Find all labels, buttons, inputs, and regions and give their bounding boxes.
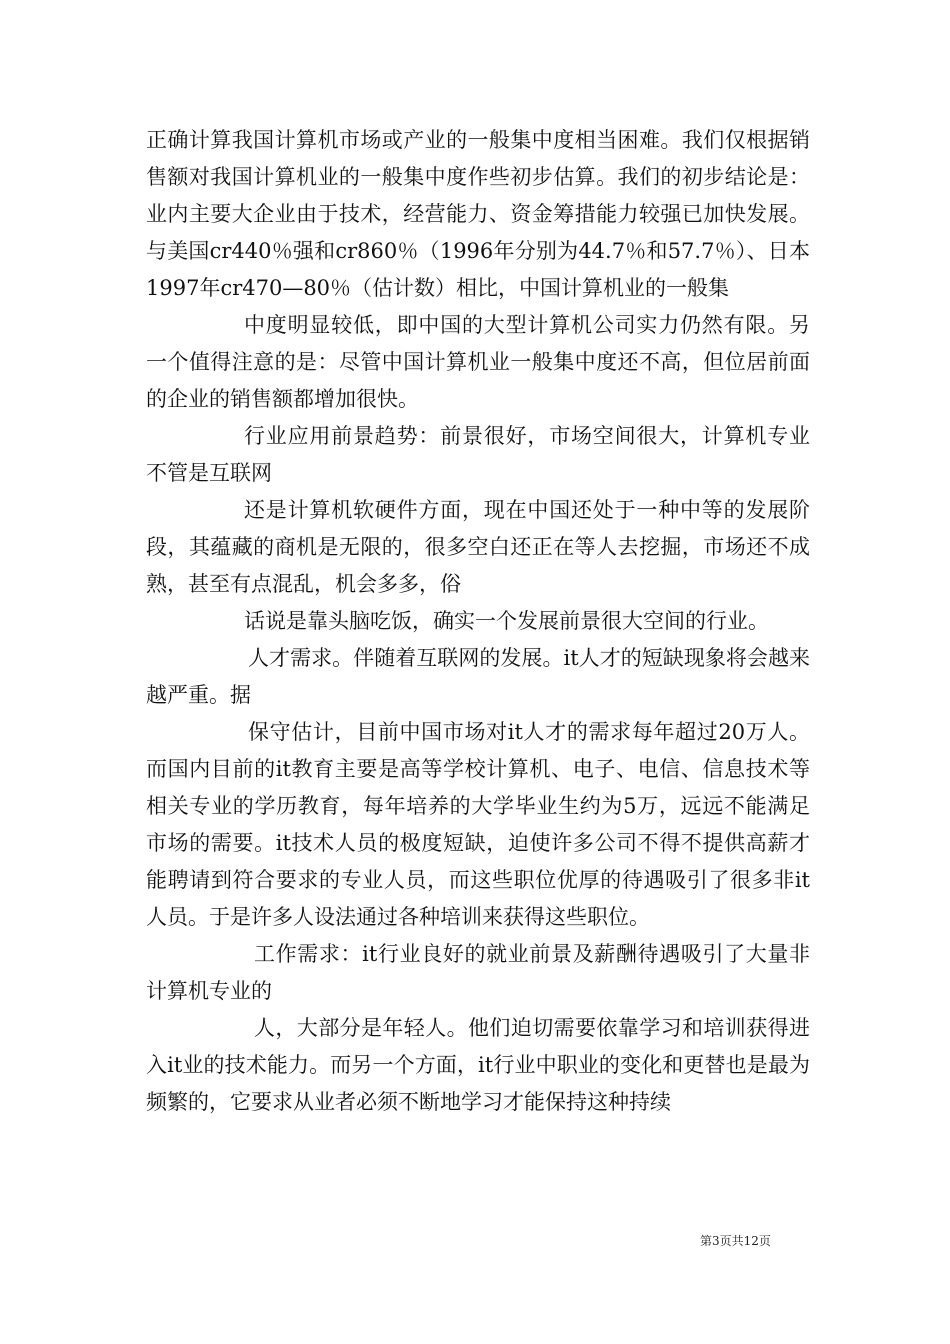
paragraph-saying: 话说是靠头脑吃饭，确实一个发展前景很大空间的行业。	[244, 609, 769, 633]
paragraph-concentration-continued: 中度明显较低，即中国的大型计算机公司实力仍然有限。另一个值得注意的是：尽管中国计算机业一般集中度还不高，但位居前面的企业的销售额都增加很快。	[146, 313, 810, 411]
paragraph-application-prospect: 行业应用前景趋势：前景很好，市场空间很大，计算机专业不管是互联网	[146, 424, 810, 485]
paragraph-talent-demand: 人才需求。伴随着互联网的发展。it人才的短缺现象将会越来越严重。据	[146, 646, 810, 707]
paragraph-application-prospect-continued: 还是计算机软硬件方面，现在中国还处于一种中等的发展阶段，其蕴藏的商机是无限的，很多空白还正在等人去挖掘，市场还不成熟，甚至有点混乱，机会多多，俗	[146, 498, 810, 596]
paragraph-job-demand-continued: 人，大部分是年轻人。他们迫切需要依靠学习和培训获得进入it业的技术能力。而另一个方面，it行业中职业的变化和更替也是最为频繁的，它要求从业者必须不断地学习才能保持这种持续	[146, 1016, 810, 1114]
document-body	[146, 122, 810, 1121]
paragraph-job-demand: 工作需求：it行业良好的就业前景及薪酬待遇吸引了大量非计算机专业的	[146, 942, 810, 1003]
paragraph-talent-estimate: 保守估计，目前中国市场对it人才的需求每年超过20万人。而国内目前的it教育主要是高等学校计算机、电子、电信、信息技术等相关专业的学历教育，每年培养的大学毕业生约为5万，远远不能满足市场的需要。it技术人员的极度短缺，迫使许多公司不得不提供高薪才能聘请到符合要求的专业人员，而这些职位优厚的待遇吸引了很多非it人员。于是许多人设法通过各种培训来获得这些职位。	[146, 720, 810, 929]
paragraph-concentration: 正确计算我国计算机市场或产业的一般集中度相当困难。我们仅根据销售额对我国计算机业的一般集中度作些初步估算。我们的初步结论是：业内主要大企业由于技术，经营能力、资金筹措能力较强已加快发展。与美国cr440％强和cr860％（1996年分别为44.7％和57.7％）、日本1997年cr470—80％（估计数）相比，中国计算机业的一般集	[146, 128, 810, 300]
page-number-footer: 第3页共12页	[700, 1234, 771, 1248]
